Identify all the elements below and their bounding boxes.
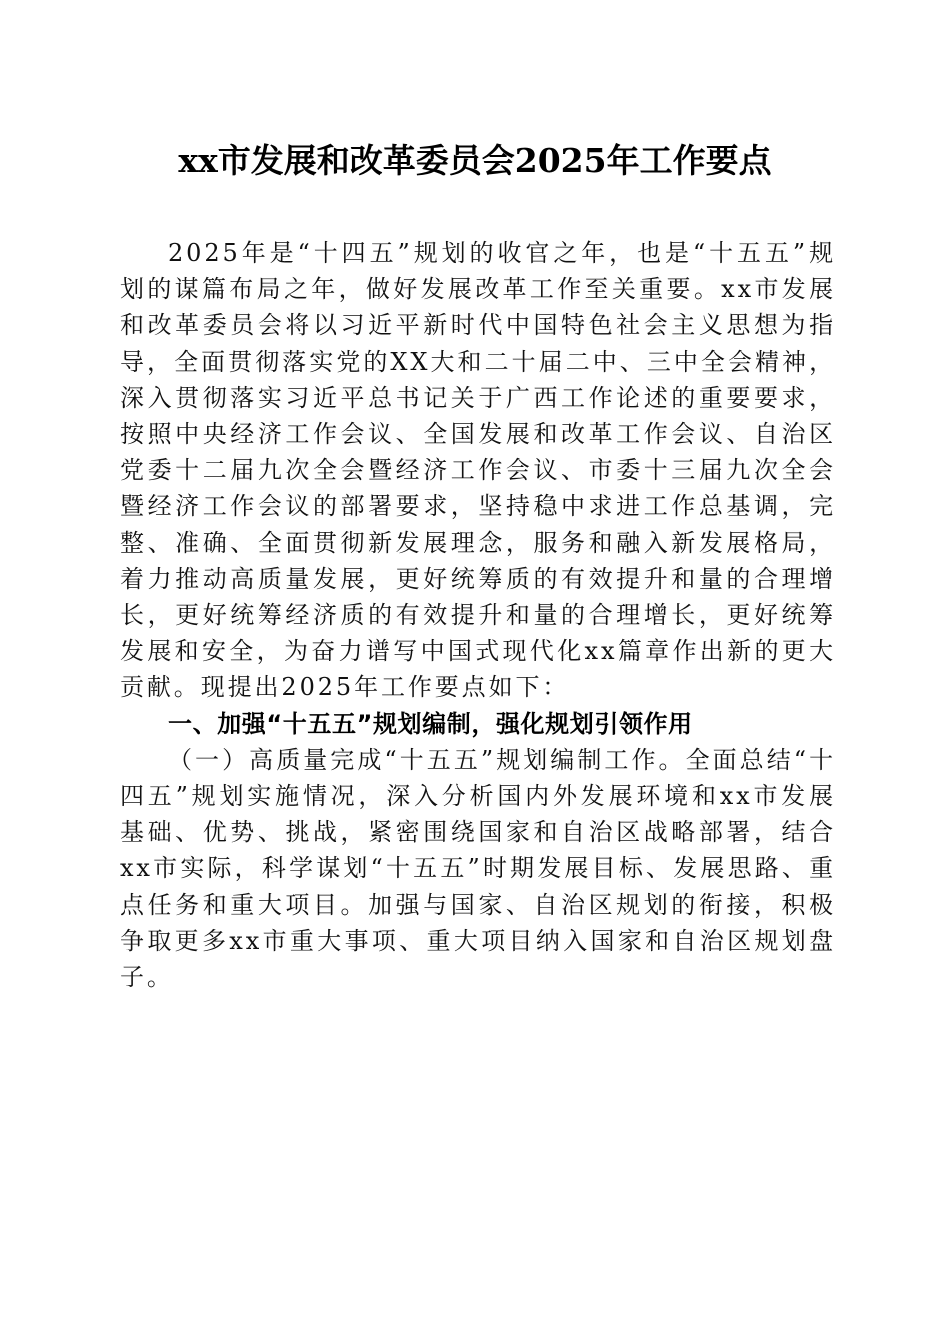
document-body bbox=[120, 235, 836, 995]
document-title: xx市发展和改革委员会2025年工作要点 bbox=[178, 141, 772, 180]
section-heading: 一、加强“十五五”规划编制，强化规划引领作用 bbox=[168, 709, 693, 738]
intro-paragraph: 2025年是“十四五”规划的收官之年，也是“十五五”规划的谋篇布局之年，做好发展改革工作至关重要。xx市发展和改革委员会将以习近平新时代中国特色社会主义思想为指导，全面贯彻落实党的XX大和二十届二中、三中全会精神，深入贯彻落实习近平总书记关于广西工作论述的重要要求，按照中央经济工作会议、全国发展和改革工作会议、自治区党委十二届九次全会暨经济工作会议、市委十三届九次全会暨经济工作会议的部署要求，坚持稳中求进工作总基调，完整、准确、全面贯彻新发展理念，服务和融入新发展格局，着力推动高质量发展，更好统筹质的有效提升和量的合理增长，更好统筹经济质的有效提升和量的合理增长，更好统筹发展和安全，为奋力谱写中国式现代化xx篇章作出新的更大贡献。现提出2025年工作要点如下： bbox=[120, 239, 836, 702]
item-paragraph bbox=[120, 742, 836, 995]
item-text: 全面总结“十四五”规划实施情况，深入分析国内外发展环境和xx市发展基础、优势、挑战，紧密围绕国家和自治区战略部署，结合xx市实际，科学谋划“十五五”时期发展目标、发展思路、重点任务和重大项目。加强与国家、自治区规划的衔接，积极争取更多xx市重大事项、重大项目纳入国家和自治区规划盘子。 bbox=[120, 745, 836, 992]
item-lead: （一）高质量完成“十五五”规划编制工作。 bbox=[168, 745, 686, 774]
